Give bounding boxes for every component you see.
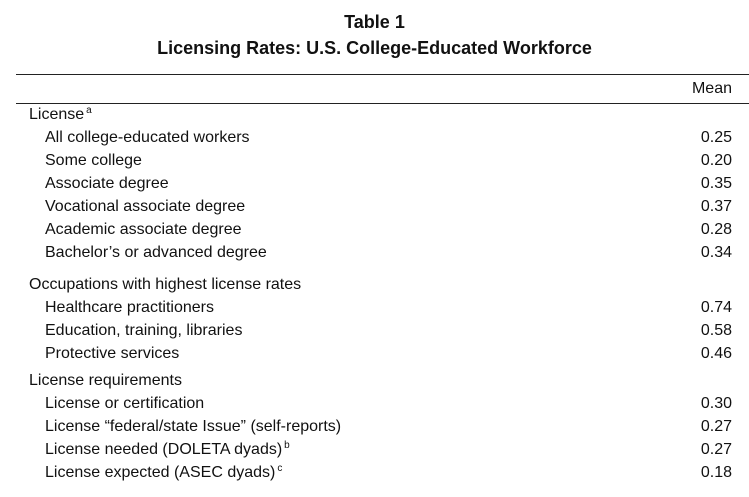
- row-value: 0.58: [700, 322, 732, 339]
- row-value: 0.27: [700, 418, 732, 435]
- column-header-mean: Mean: [691, 80, 732, 97]
- table-row: [0, 242, 749, 264]
- row-label: Academic associate degree: [45, 221, 242, 238]
- row-label: License or certification: [45, 395, 205, 412]
- row-label: Vocational associate degree: [45, 198, 246, 215]
- table-row: [0, 127, 749, 149]
- section-label: License requirements: [29, 372, 182, 389]
- row-label: Healthcare practitioners: [45, 299, 214, 316]
- row-value: 0.46: [700, 345, 732, 362]
- table-row: [0, 393, 749, 415]
- row-label: All college-educated workers: [45, 129, 250, 146]
- table-row: [0, 343, 749, 365]
- table-row: [0, 196, 749, 218]
- row-value: 0.74: [700, 299, 732, 316]
- footnote-marker: a: [86, 104, 92, 116]
- row-value: 0.35: [700, 175, 732, 192]
- row-value: 0.37: [700, 198, 732, 215]
- row-label: Protective services: [45, 345, 180, 362]
- section-header-license-requirements: [0, 370, 749, 392]
- table-caption: Licensing Rates: U.S. College-Educated Workforce: [157, 38, 592, 58]
- footnote-marker: c: [277, 462, 283, 474]
- row-value: 0.25: [700, 129, 732, 146]
- table-row: [0, 416, 749, 438]
- row-label: Some college: [45, 152, 142, 169]
- section-label: License: [29, 106, 85, 123]
- row-value: 0.20: [700, 152, 732, 169]
- table-number: Table 1: [344, 12, 405, 32]
- row-value: 0.34: [700, 244, 732, 261]
- row-value: 0.18: [700, 464, 732, 481]
- row-label: Associate degree: [45, 175, 169, 192]
- row-label: License “federal/state Issue” (self-reports): [45, 418, 342, 435]
- table-row: [0, 219, 749, 241]
- footnote-marker: b: [284, 439, 290, 451]
- table-row: [0, 439, 749, 461]
- row-value: 0.27: [700, 441, 732, 458]
- section-header-occupations: [0, 274, 749, 296]
- row-value: 0.28: [700, 221, 732, 238]
- row-label: Bachelor’s or advanced degree: [45, 244, 267, 261]
- table-row: [0, 150, 749, 172]
- table-row: [0, 320, 749, 342]
- section-header-license: [0, 104, 749, 126]
- section-label: Occupations with highest license rates: [29, 276, 302, 293]
- row-label: License expected (ASEC dyads): [45, 464, 276, 481]
- top-rule: [16, 74, 749, 75]
- table-row: [0, 462, 749, 484]
- row-label: Education, training, libraries: [45, 322, 243, 339]
- table-row: [0, 297, 749, 319]
- row-label: License needed (DOLETA dyads): [45, 441, 283, 458]
- row-value: 0.30: [700, 395, 732, 412]
- table-row: [0, 173, 749, 195]
